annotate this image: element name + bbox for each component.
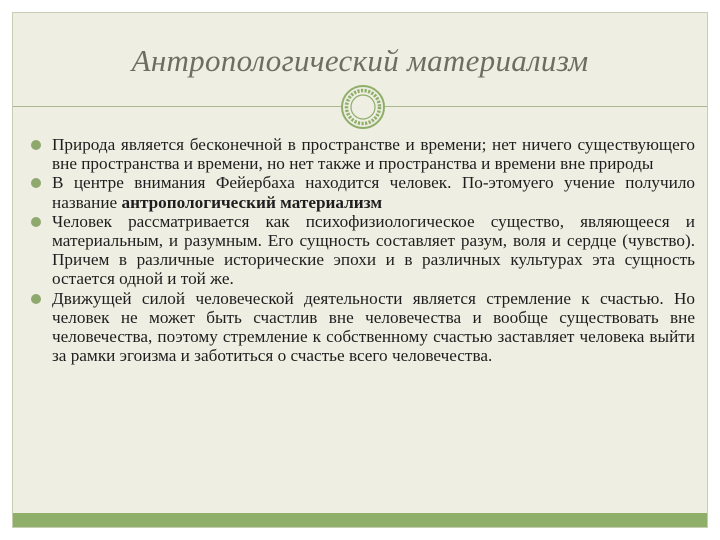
bullet-item [31, 135, 695, 173]
bullet-item [31, 173, 695, 211]
footer-bar [13, 513, 707, 527]
bullet-item [31, 212, 695, 289]
slide-frame [12, 12, 708, 528]
bullet-content [31, 135, 695, 365]
bullet-bold-term: антропологический материализм [121, 192, 383, 212]
bullet-text: Человек рассматривается как психофизиологическое существо, являющееся и материальным, и разумным. Его сущность составляет разум, воля и сердце (чувство). Причем в различные исторические эпохи и в различных культурах эта сущность остается одной и той же. [52, 211, 695, 289]
bullet-dot-icon [31, 140, 41, 150]
bullet-dot-icon [31, 294, 41, 304]
bullet-item [31, 289, 695, 366]
bullet-text: В центре внимания Фейербаха находится человек. По-этомуего учение получило название [52, 173, 695, 212]
bullet-text: Движущей силой человеческой деятельности является стремление к счастью. Но человек не может быть счастлив вне человечества и вообще существовать вне человечества, поэтому стремление к собственному счастью заставляет человека выйти за рамки эгоизма и заботиться о счастье всего человечества. [52, 288, 695, 366]
bullet-text: Природа является бесконечной в пространстве и времени; нет ничего существующего вне пространства и времени, но нет также и пространства и времени вне природы [52, 135, 695, 174]
bullet-dot-icon [31, 178, 41, 188]
slide-title: Антропологический материализм [131, 43, 589, 78]
wreath-ornament-icon [340, 84, 386, 130]
bullet-dot-icon [31, 217, 41, 227]
bullet-list [31, 135, 695, 365]
